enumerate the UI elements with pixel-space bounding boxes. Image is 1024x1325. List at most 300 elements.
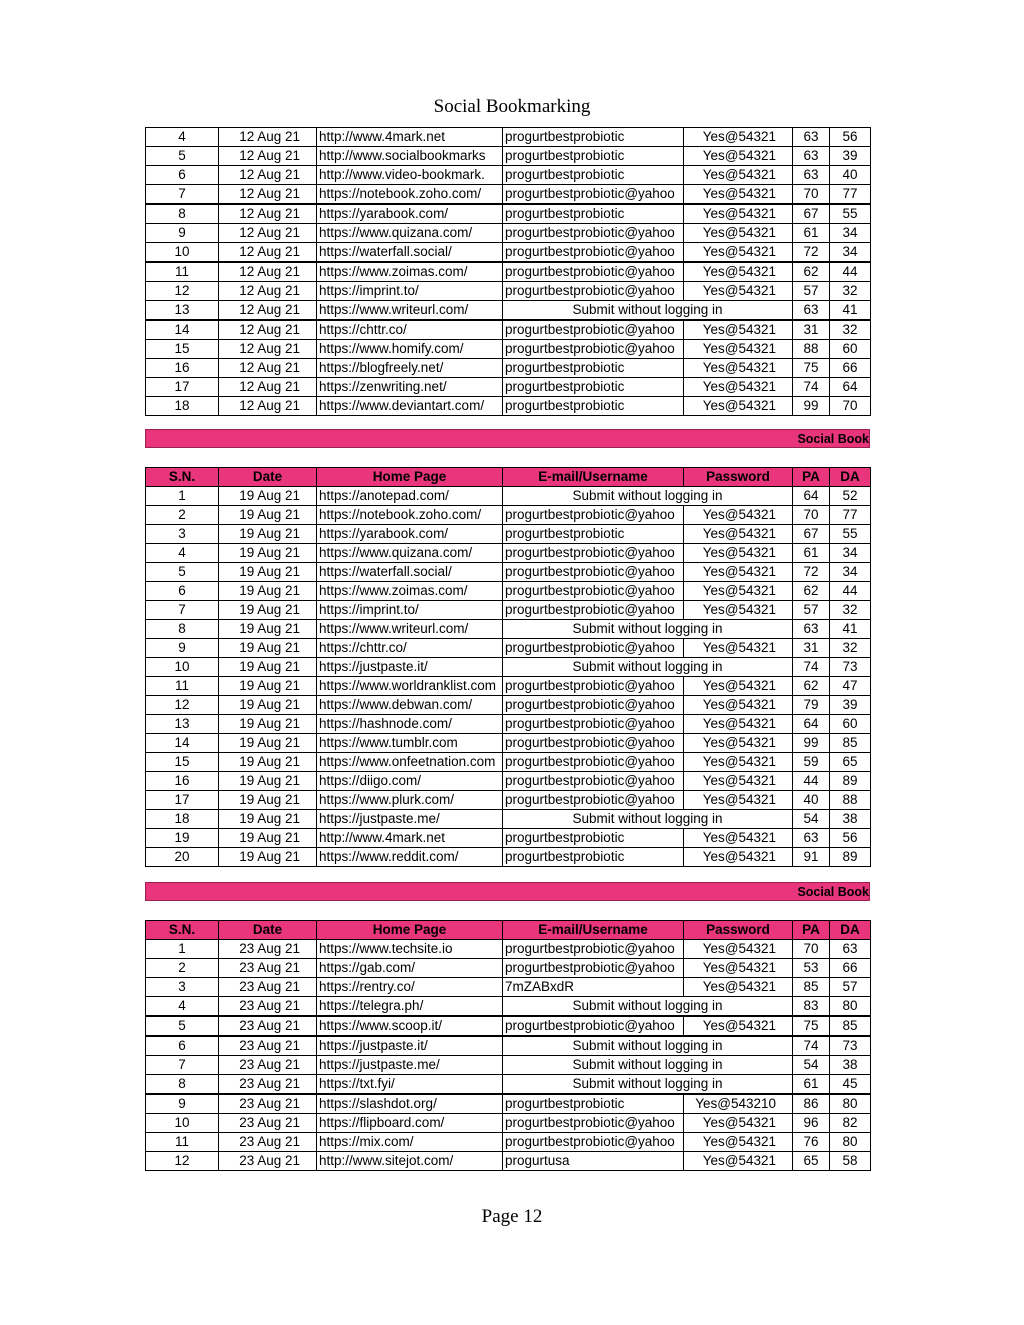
home-page-url: https://www.deviantart.com/ (317, 397, 503, 416)
password-cell: Yes@54321 (684, 1152, 793, 1171)
pa-score: 63 (793, 147, 830, 166)
pa-score: 88 (793, 340, 830, 359)
pa-score: 75 (793, 359, 830, 378)
serial-number: 13 (146, 715, 219, 734)
table-row (146, 1152, 871, 1171)
date-cell: 19 Aug 21 (219, 601, 317, 620)
home-page-url: https://waterfall.social/ (317, 243, 503, 263)
table-row (146, 544, 871, 563)
serial-number: 20 (146, 848, 219, 867)
date-cell: 19 Aug 21 (219, 772, 317, 791)
table-row (146, 204, 871, 224)
table-row (146, 658, 871, 677)
da-score: 32 (830, 282, 871, 301)
pa-score: 63 (793, 620, 830, 639)
date-cell: 12 Aug 21 (219, 147, 317, 166)
password-cell: Yes@54321 (684, 753, 793, 772)
email-username: progurtbestprobiotic (503, 128, 684, 147)
table-row (146, 1036, 871, 1056)
password-cell: Yes@54321 (684, 734, 793, 753)
da-score: 80 (830, 1094, 871, 1114)
page-number: Page 12 (481, 1206, 543, 1227)
serial-number: 1 (146, 487, 219, 506)
password-cell: Yes@54321 (684, 204, 793, 224)
table-row (146, 525, 871, 544)
home-page-url: http://www.video-bookmark. (317, 166, 503, 185)
da-score: 89 (830, 848, 871, 867)
date-cell: 19 Aug 21 (219, 582, 317, 601)
pa-score: 61 (793, 1075, 830, 1095)
password-cell: Yes@54321 (684, 359, 793, 378)
da-score: 60 (830, 715, 871, 734)
table-row (146, 696, 871, 715)
password-cell: Yes@54321 (684, 639, 793, 658)
date-cell: 12 Aug 21 (219, 262, 317, 282)
date-cell: 12 Aug 21 (219, 204, 317, 224)
home-page-url: https://www.techsite.io (317, 940, 503, 959)
da-score: 58 (830, 1152, 871, 1171)
pa-score: 61 (793, 544, 830, 563)
section-banner (145, 882, 870, 901)
table-row (146, 997, 871, 1017)
serial-number: 7 (146, 601, 219, 620)
header-date: Date (219, 468, 317, 487)
password-cell: Yes@54321 (684, 320, 793, 340)
table-row (146, 639, 871, 658)
table-row (146, 791, 871, 810)
serial-number: 6 (146, 166, 219, 185)
serial-number: 6 (146, 582, 219, 601)
date-cell: 19 Aug 21 (219, 753, 317, 772)
home-page-url: https://www.quizana.com/ (317, 224, 503, 243)
header-sn: S.N. (146, 921, 219, 940)
home-page-url: https://slashdot.org/ (317, 1094, 503, 1114)
home-page-url: https://www.scoop.it/ (317, 1016, 503, 1036)
pa-score: 31 (793, 639, 830, 658)
home-page-url: https://anotepad.com/ (317, 487, 503, 506)
section-banner (145, 429, 870, 448)
email-username: progurtbestprobiotic@yahoo (503, 715, 684, 734)
date-cell: 23 Aug 21 (219, 1114, 317, 1133)
email-username: progurtbestprobiotic@yahoo (503, 959, 684, 978)
serial-number: 15 (146, 340, 219, 359)
da-score: 77 (830, 506, 871, 525)
table-row (146, 715, 871, 734)
table-row (146, 810, 871, 829)
email-username: progurtbestprobiotic@yahoo (503, 243, 684, 263)
serial-number: 16 (146, 359, 219, 378)
date-cell: 12 Aug 21 (219, 320, 317, 340)
table-row (146, 601, 871, 620)
table-row (146, 224, 871, 243)
serial-number: 10 (146, 243, 219, 263)
date-cell: 19 Aug 21 (219, 734, 317, 753)
table-row (146, 978, 871, 997)
email-username: progurtbestprobiotic@yahoo (503, 753, 684, 772)
da-score: 66 (830, 359, 871, 378)
serial-number: 16 (146, 772, 219, 791)
table-row (146, 506, 871, 525)
home-page-url: http://www.socialbookmarks (317, 147, 503, 166)
home-page-url: https://www.debwan.com/ (317, 696, 503, 715)
serial-number: 3 (146, 525, 219, 544)
email-username: progurtbestprobiotic@yahoo (503, 582, 684, 601)
home-page-url: https://txt.fyi/ (317, 1075, 503, 1095)
da-score: 47 (830, 677, 871, 696)
home-page-url: https://www.zoimas.com/ (317, 262, 503, 282)
serial-number: 14 (146, 734, 219, 753)
table-row (146, 243, 871, 263)
password-cell: Yes@54321 (684, 243, 793, 263)
da-score: 85 (830, 1016, 871, 1036)
password-cell: Yes@54321 (684, 1016, 793, 1036)
da-score: 39 (830, 147, 871, 166)
email-username: progurtbestprobiotic (503, 378, 684, 397)
bookmark-table-1 (145, 127, 871, 416)
table-row (146, 359, 871, 378)
password-cell: Yes@54321 (684, 563, 793, 582)
date-cell: 19 Aug 21 (219, 715, 317, 734)
table-row (146, 397, 871, 416)
date-cell: 19 Aug 21 (219, 487, 317, 506)
header-sn: S.N. (146, 468, 219, 487)
table-row (146, 1056, 871, 1075)
serial-number: 10 (146, 1114, 219, 1133)
date-cell: 19 Aug 21 (219, 563, 317, 582)
serial-number: 10 (146, 658, 219, 677)
date-cell: 19 Aug 21 (219, 791, 317, 810)
home-page-url: https://www.homify.com/ (317, 340, 503, 359)
table-row (146, 185, 871, 205)
da-score: 82 (830, 1114, 871, 1133)
email-username: progurtbestprobiotic (503, 204, 684, 224)
date-cell: 23 Aug 21 (219, 1152, 317, 1171)
da-score: 34 (830, 243, 871, 263)
email-username: progurtbestprobiotic (503, 166, 684, 185)
password-cell: Yes@54321 (684, 340, 793, 359)
date-cell: 23 Aug 21 (219, 940, 317, 959)
email-username: 7mZABxdR (503, 978, 684, 997)
da-score: 89 (830, 772, 871, 791)
submission-note: Submit without logging in (503, 620, 793, 639)
email-username: progurtbestprobiotic@yahoo (503, 677, 684, 696)
da-score: 73 (830, 1036, 871, 1056)
serial-number: 8 (146, 620, 219, 639)
da-score: 60 (830, 340, 871, 359)
header-da: DA (830, 468, 871, 487)
da-score: 57 (830, 978, 871, 997)
table-row (146, 1094, 871, 1114)
pa-score: 72 (793, 243, 830, 263)
submission-note: Submit without logging in (503, 301, 793, 321)
email-username: progurtusa (503, 1152, 684, 1171)
home-page-url: https://gab.com/ (317, 959, 503, 978)
password-cell: Yes@54321 (684, 282, 793, 301)
pa-score: 99 (793, 397, 830, 416)
pa-score: 70 (793, 506, 830, 525)
password-cell: Yes@54321 (684, 1114, 793, 1133)
da-score: 63 (830, 940, 871, 959)
home-page-url: https://notebook.zoho.com/ (317, 506, 503, 525)
password-cell: Yes@54321 (684, 677, 793, 696)
email-username: progurtbestprobiotic@yahoo (503, 639, 684, 658)
email-username: progurtbestprobiotic (503, 1094, 684, 1114)
submission-note: Submit without logging in (503, 1075, 793, 1095)
home-page-url: https://rentry.co/ (317, 978, 503, 997)
email-username: progurtbestprobiotic@yahoo (503, 320, 684, 340)
password-cell: Yes@54321 (684, 224, 793, 243)
serial-number: 6 (146, 1036, 219, 1056)
date-cell: 19 Aug 21 (219, 525, 317, 544)
date-cell: 12 Aug 21 (219, 224, 317, 243)
pa-score: 85 (793, 978, 830, 997)
date-cell: 12 Aug 21 (219, 340, 317, 359)
serial-number: 15 (146, 753, 219, 772)
home-page-url: https://justpaste.me/ (317, 1056, 503, 1075)
table-row (146, 1114, 871, 1133)
da-score: 32 (830, 601, 871, 620)
submission-note: Submit without logging in (503, 487, 793, 506)
date-cell: 23 Aug 21 (219, 1075, 317, 1095)
serial-number: 7 (146, 185, 219, 205)
da-score: 73 (830, 658, 871, 677)
serial-number: 7 (146, 1056, 219, 1075)
da-score: 77 (830, 185, 871, 205)
pa-score: 65 (793, 1152, 830, 1171)
da-score: 32 (830, 320, 871, 340)
header-row (146, 921, 871, 940)
password-cell: Yes@54321 (684, 848, 793, 867)
home-page-url: http://www.4mark.net (317, 128, 503, 147)
password-cell: Yes@54321 (684, 791, 793, 810)
date-cell: 23 Aug 21 (219, 1036, 317, 1056)
email-username: progurtbestprobiotic@yahoo (503, 506, 684, 525)
serial-number: 14 (146, 320, 219, 340)
email-username: progurtbestprobiotic@yahoo (503, 544, 684, 563)
email-username: progurtbestprobiotic@yahoo (503, 282, 684, 301)
password-cell: Yes@54321 (684, 601, 793, 620)
serial-number: 3 (146, 978, 219, 997)
home-page-url: https://telegra.ph/ (317, 997, 503, 1017)
header-password: Password (684, 468, 793, 487)
serial-number: 4 (146, 544, 219, 563)
submission-note: Submit without logging in (503, 658, 793, 677)
da-score: 34 (830, 224, 871, 243)
da-score: 55 (830, 525, 871, 544)
email-username: progurtbestprobiotic@yahoo (503, 1114, 684, 1133)
banner-label: Social Book (797, 885, 869, 899)
pa-score: 67 (793, 204, 830, 224)
table-row (146, 262, 871, 282)
da-score: 38 (830, 810, 871, 829)
password-cell: Yes@54321 (684, 829, 793, 848)
home-page-url: http://www.4mark.net (317, 829, 503, 848)
home-page-url: https://justpaste.me/ (317, 810, 503, 829)
home-page-url: https://chttr.co/ (317, 639, 503, 658)
pa-score: 57 (793, 601, 830, 620)
table-row (146, 772, 871, 791)
date-cell: 19 Aug 21 (219, 848, 317, 867)
date-cell: 19 Aug 21 (219, 829, 317, 848)
serial-number: 17 (146, 791, 219, 810)
home-page-url: https://www.tumblr.com (317, 734, 503, 753)
date-cell: 12 Aug 21 (219, 185, 317, 205)
pa-score: 63 (793, 166, 830, 185)
da-score: 88 (830, 791, 871, 810)
serial-number: 9 (146, 639, 219, 658)
date-cell: 12 Aug 21 (219, 243, 317, 263)
table-row (146, 301, 871, 321)
serial-number: 18 (146, 810, 219, 829)
table-row (146, 128, 871, 147)
password-cell: Yes@54321 (684, 715, 793, 734)
home-page-url: https://chttr.co/ (317, 320, 503, 340)
da-score: 65 (830, 753, 871, 772)
serial-number: 18 (146, 397, 219, 416)
pa-score: 74 (793, 1036, 830, 1056)
submission-note: Submit without logging in (503, 997, 793, 1017)
home-page-url: https://blogfreely.net/ (317, 359, 503, 378)
email-username: progurtbestprobiotic (503, 848, 684, 867)
table-row (146, 487, 871, 506)
date-cell: 23 Aug 21 (219, 1094, 317, 1114)
da-score: 56 (830, 128, 871, 147)
home-page-url: https://imprint.to/ (317, 282, 503, 301)
serial-number: 4 (146, 997, 219, 1017)
date-cell: 12 Aug 21 (219, 301, 317, 321)
email-username: progurtbestprobiotic@yahoo (503, 791, 684, 810)
date-cell: 19 Aug 21 (219, 658, 317, 677)
date-cell: 23 Aug 21 (219, 1133, 317, 1152)
serial-number: 8 (146, 1075, 219, 1095)
pa-score: 57 (793, 282, 830, 301)
date-cell: 23 Aug 21 (219, 997, 317, 1017)
email-username: progurtbestprobiotic@yahoo (503, 262, 684, 282)
home-page-url: https://yarabook.com/ (317, 204, 503, 224)
pa-score: 74 (793, 378, 830, 397)
pa-score: 63 (793, 301, 830, 321)
pa-score: 91 (793, 848, 830, 867)
da-score: 34 (830, 563, 871, 582)
home-page-url: https://flipboard.com/ (317, 1114, 503, 1133)
email-username: progurtbestprobiotic@yahoo (503, 940, 684, 959)
da-score: 38 (830, 1056, 871, 1075)
home-page-url: https://imprint.to/ (317, 601, 503, 620)
serial-number: 11 (146, 1133, 219, 1152)
password-cell: Yes@54321 (684, 147, 793, 166)
submission-note: Submit without logging in (503, 810, 793, 829)
table-row (146, 959, 871, 978)
serial-number: 5 (146, 1016, 219, 1036)
email-username: progurtbestprobiotic@yahoo (503, 224, 684, 243)
da-score: 32 (830, 639, 871, 658)
serial-number: 12 (146, 1152, 219, 1171)
password-cell: Yes@54321 (684, 525, 793, 544)
password-cell: Yes@54321 (684, 1133, 793, 1152)
header-password: Password (684, 921, 793, 940)
header-email: E-mail/Username (503, 921, 684, 940)
pa-score: 75 (793, 1016, 830, 1036)
date-cell: 12 Aug 21 (219, 359, 317, 378)
password-cell: Yes@54321 (684, 397, 793, 416)
banner-label: Social Book (797, 432, 869, 446)
email-username: progurtbestprobiotic@yahoo (503, 1016, 684, 1036)
pa-score: 79 (793, 696, 830, 715)
submission-note: Submit without logging in (503, 1036, 793, 1056)
pa-score: 70 (793, 940, 830, 959)
home-page-url: https://waterfall.social/ (317, 563, 503, 582)
date-cell: 23 Aug 21 (219, 978, 317, 997)
serial-number: 8 (146, 204, 219, 224)
serial-number: 19 (146, 829, 219, 848)
da-score: 80 (830, 997, 871, 1017)
serial-number: 11 (146, 677, 219, 696)
home-page-url: https://www.zoimas.com/ (317, 582, 503, 601)
home-page-url: https://mix.com/ (317, 1133, 503, 1152)
date-cell: 19 Aug 21 (219, 639, 317, 658)
da-score: 34 (830, 544, 871, 563)
serial-number: 5 (146, 147, 219, 166)
table-row (146, 282, 871, 301)
da-score: 66 (830, 959, 871, 978)
password-cell: Yes@54321 (684, 128, 793, 147)
password-cell: Yes@54321 (684, 378, 793, 397)
da-score: 41 (830, 620, 871, 639)
table-row (146, 1016, 871, 1036)
pa-score: 63 (793, 128, 830, 147)
pa-score: 53 (793, 959, 830, 978)
pa-score: 83 (793, 997, 830, 1017)
da-score: 56 (830, 829, 871, 848)
serial-number: 5 (146, 563, 219, 582)
header-row (146, 468, 871, 487)
header-home-page: Home Page (317, 468, 503, 487)
email-username: progurtbestprobiotic@yahoo (503, 772, 684, 791)
home-page-url: http://www.sitejot.com/ (317, 1152, 503, 1171)
table-row (146, 147, 871, 166)
table-row (146, 620, 871, 639)
table-row (146, 320, 871, 340)
email-username: progurtbestprobiotic (503, 829, 684, 848)
date-cell: 12 Aug 21 (219, 397, 317, 416)
password-cell: Yes@54321 (684, 978, 793, 997)
da-score: 64 (830, 378, 871, 397)
header-date: Date (219, 921, 317, 940)
pa-score: 99 (793, 734, 830, 753)
header-home-page: Home Page (317, 921, 503, 940)
password-cell: Yes@54321 (684, 506, 793, 525)
pa-score: 59 (793, 753, 830, 772)
pa-score: 54 (793, 810, 830, 829)
table-row (146, 340, 871, 359)
pa-score: 76 (793, 1133, 830, 1152)
da-score: 41 (830, 301, 871, 321)
da-score: 70 (830, 397, 871, 416)
password-cell: Yes@543210 (684, 1094, 793, 1114)
date-cell: 12 Aug 21 (219, 166, 317, 185)
home-page-url: https://diigo.com/ (317, 772, 503, 791)
serial-number: 2 (146, 959, 219, 978)
pa-score: 62 (793, 677, 830, 696)
table-row (146, 1075, 871, 1095)
home-page-url: https://notebook.zoho.com/ (317, 185, 503, 205)
table-row (146, 753, 871, 772)
da-score: 52 (830, 487, 871, 506)
home-page-url: https://www.worldranklist.com (317, 677, 503, 696)
date-cell: 19 Aug 21 (219, 506, 317, 525)
table-row (146, 563, 871, 582)
home-page-url: https://www.writeurl.com/ (317, 620, 503, 639)
